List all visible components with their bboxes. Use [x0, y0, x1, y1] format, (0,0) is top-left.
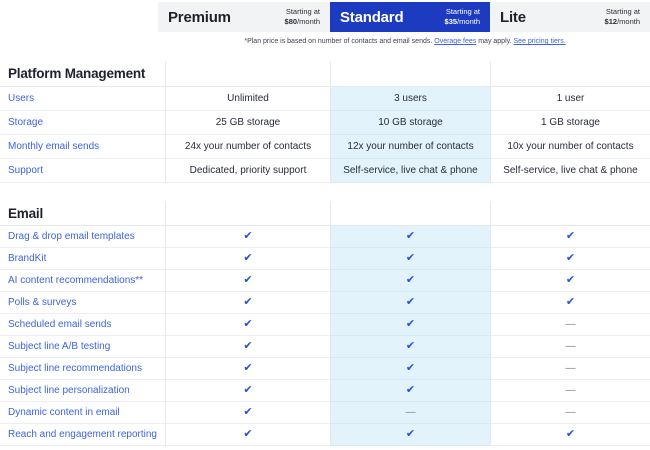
value-cell: [490, 111, 650, 135]
value-cell: [330, 336, 490, 358]
value-text: Dedicated, priority support: [189, 165, 307, 176]
value-cell: [490, 380, 650, 402]
feature-label-cell: [0, 159, 165, 183]
value-cell: [165, 248, 330, 270]
value-cell: [330, 358, 490, 380]
plan-name: Lite: [500, 8, 526, 26]
starting-at-label: Starting at: [445, 7, 480, 17]
value-cell: [165, 424, 330, 446]
feature-link[interactable]: Polls & surveys: [8, 297, 77, 308]
plan-header-row: [158, 2, 650, 32]
table-row: [0, 292, 650, 314]
feature-link[interactable]: Subject line personalization: [8, 385, 130, 396]
check-icon: ✔: [405, 230, 416, 242]
value-cell: [330, 402, 490, 424]
feature-label-cell: [0, 270, 165, 292]
plan-name: Premium: [168, 8, 231, 26]
check-icon: ✔: [243, 428, 253, 440]
value-text: 1 GB storage: [541, 117, 600, 128]
value-cell: [490, 87, 650, 111]
plan-price: [445, 7, 480, 27]
plan-price-footnote: [160, 38, 650, 45]
check-icon: ✔: [243, 406, 253, 418]
price-period: /month: [617, 17, 640, 26]
price-period: /month: [297, 17, 320, 26]
value-cell: [490, 402, 650, 424]
feature-label-cell: [0, 248, 165, 270]
feature-link[interactable]: Drag & drop email templates: [8, 231, 135, 242]
value-cell: [165, 292, 330, 314]
value-text: 10x your number of contacts: [507, 141, 634, 152]
value-cell: [330, 292, 490, 314]
starting-at-label: Starting at: [285, 7, 320, 17]
check-icon: ✔: [565, 252, 576, 264]
feature-label-cell: [0, 87, 165, 111]
feature-label-cell: [0, 111, 165, 135]
table-row: [0, 358, 650, 380]
feature-label-cell: [0, 336, 165, 358]
plan-name: Standard: [340, 8, 404, 26]
check-icon: ✔: [565, 428, 576, 440]
price-value: $80: [284, 17, 298, 26]
value-text: Self-service, live chat & phone: [343, 165, 478, 176]
check-icon: ✔: [565, 274, 576, 286]
feature-label-cell: [0, 424, 165, 446]
check-icon: ✔: [405, 296, 416, 308]
value-cell: [490, 314, 650, 336]
value-cell: [165, 270, 330, 292]
value-cell: [490, 292, 650, 314]
value-text: Unlimited: [227, 93, 269, 104]
dash-icon: —: [565, 340, 576, 352]
value-cell: [490, 336, 650, 358]
table-row: [0, 402, 650, 424]
footnote-text: *Plan price is based on number of contacts and email sends.: [244, 38, 435, 45]
check-icon: ✔: [405, 252, 416, 264]
value-cell: [330, 111, 490, 135]
check-icon: ✔: [243, 274, 253, 286]
feature-link[interactable]: Subject line recommendations: [8, 363, 142, 374]
dash-icon: —: [405, 406, 416, 418]
see-pricing-tiers-link[interactable]: See pricing tiers.: [513, 38, 566, 45]
value-cell: [165, 226, 330, 248]
table-cell: [330, 61, 490, 87]
value-cell: [490, 226, 650, 248]
value-text: 1 user: [556, 93, 585, 104]
check-icon: ✔: [243, 252, 253, 264]
plan-price: [285, 7, 320, 27]
value-cell: [165, 336, 330, 358]
section-platform-management: [0, 61, 650, 183]
dash-icon: —: [565, 406, 576, 418]
feature-link[interactable]: Scheduled email sends: [8, 319, 112, 330]
value-text: 24x your number of contacts: [184, 141, 312, 152]
check-icon: ✔: [405, 274, 416, 286]
table-row: [0, 314, 650, 336]
price-value: $12: [604, 17, 618, 26]
table-row: [0, 336, 650, 358]
feature-link[interactable]: Users: [8, 93, 35, 104]
value-cell: [490, 159, 650, 183]
table-cell: [490, 61, 650, 87]
value-cell: [165, 87, 330, 111]
check-icon: ✔: [565, 230, 576, 242]
table-row: [0, 111, 650, 135]
value-cell: [490, 424, 650, 446]
value-cell: [490, 358, 650, 380]
plan-price: [605, 7, 640, 27]
dash-icon: —: [565, 318, 576, 330]
check-icon: ✔: [405, 428, 416, 440]
value-cell: [330, 380, 490, 402]
plan-header-premium: [158, 2, 330, 32]
check-icon: ✔: [243, 362, 253, 374]
value-cell: [165, 380, 330, 402]
feature-label-cell: [0, 380, 165, 402]
price-period: /month: [457, 17, 480, 26]
feature-link[interactable]: AI content recommendations**: [8, 275, 144, 286]
value-cell: [330, 270, 490, 292]
value-text: 3 users: [394, 93, 427, 104]
feature-label-cell: [0, 402, 165, 424]
feature-label-cell: [0, 358, 165, 380]
feature-link[interactable]: Subject line A/B testing: [8, 341, 111, 352]
value-cell: [330, 226, 490, 248]
price-value: $35: [444, 17, 458, 26]
feature-link[interactable]: Support: [8, 165, 44, 176]
table-row: [0, 135, 650, 159]
feature-link[interactable]: Reach and engagement reporting: [8, 429, 157, 440]
dash-icon: —: [565, 362, 576, 374]
value-cell: [330, 314, 490, 336]
plan-header-standard: [330, 2, 490, 32]
value-cell: [165, 314, 330, 336]
value-cell: [490, 248, 650, 270]
feature-label-cell: [0, 135, 165, 159]
value-cell: [490, 270, 650, 292]
dash-icon: —: [565, 384, 576, 396]
table-row: [0, 424, 650, 446]
value-cell: [165, 159, 330, 183]
check-icon: ✔: [243, 384, 253, 396]
value-cell: [330, 424, 490, 446]
table-cell: [165, 201, 330, 226]
footnote-text: may apply.: [476, 38, 514, 45]
check-icon: ✔: [243, 230, 253, 242]
check-icon: ✔: [405, 384, 416, 396]
value-cell: [165, 358, 330, 380]
value-text: Self-service, live chat & phone: [503, 165, 638, 176]
check-icon: ✔: [405, 318, 416, 330]
table-cell: [165, 61, 330, 87]
table-row: [0, 380, 650, 402]
feature-link[interactable]: Storage: [8, 117, 44, 128]
value-cell: [165, 111, 330, 135]
value-cell: [330, 135, 490, 159]
feature-label-cell: [0, 292, 165, 314]
feature-link[interactable]: Monthly email sends: [8, 141, 100, 152]
check-icon: ✔: [243, 318, 253, 330]
section-title: Email: [8, 205, 44, 221]
value-cell: [165, 135, 330, 159]
table-row: [0, 248, 650, 270]
comparison-table: [0, 61, 650, 446]
section-email: [0, 201, 650, 446]
value-cell: [165, 402, 330, 424]
check-icon: ✔: [405, 362, 416, 374]
feature-label-cell: [0, 226, 165, 248]
value-cell: [490, 135, 650, 159]
check-icon: ✔: [243, 340, 253, 352]
value-cell: [330, 87, 490, 111]
value-text: 12x your number of contacts: [347, 141, 474, 152]
section-title: Platform Management: [8, 66, 146, 81]
feature-link[interactable]: BrandKit: [8, 253, 47, 264]
table-cell: [330, 201, 490, 226]
table-row: [0, 87, 650, 111]
check-icon: ✔: [565, 296, 576, 308]
value-text: 25 GB storage: [215, 117, 281, 128]
table-cell: [490, 201, 650, 226]
feature-link[interactable]: Dynamic content in email: [8, 407, 120, 418]
plan-header-lite: [490, 2, 650, 32]
value-text: 10 GB storage: [378, 117, 443, 128]
overage-fees-link[interactable]: Overage fees: [434, 38, 477, 45]
check-icon: ✔: [243, 296, 253, 308]
table-row: [0, 226, 650, 248]
table-row: [0, 270, 650, 292]
feature-label-cell: [0, 314, 165, 336]
value-cell: [330, 248, 490, 270]
starting-at-label: Starting at: [605, 7, 640, 17]
table-row: [0, 159, 650, 183]
value-cell: [330, 159, 490, 183]
check-icon: ✔: [405, 340, 416, 352]
